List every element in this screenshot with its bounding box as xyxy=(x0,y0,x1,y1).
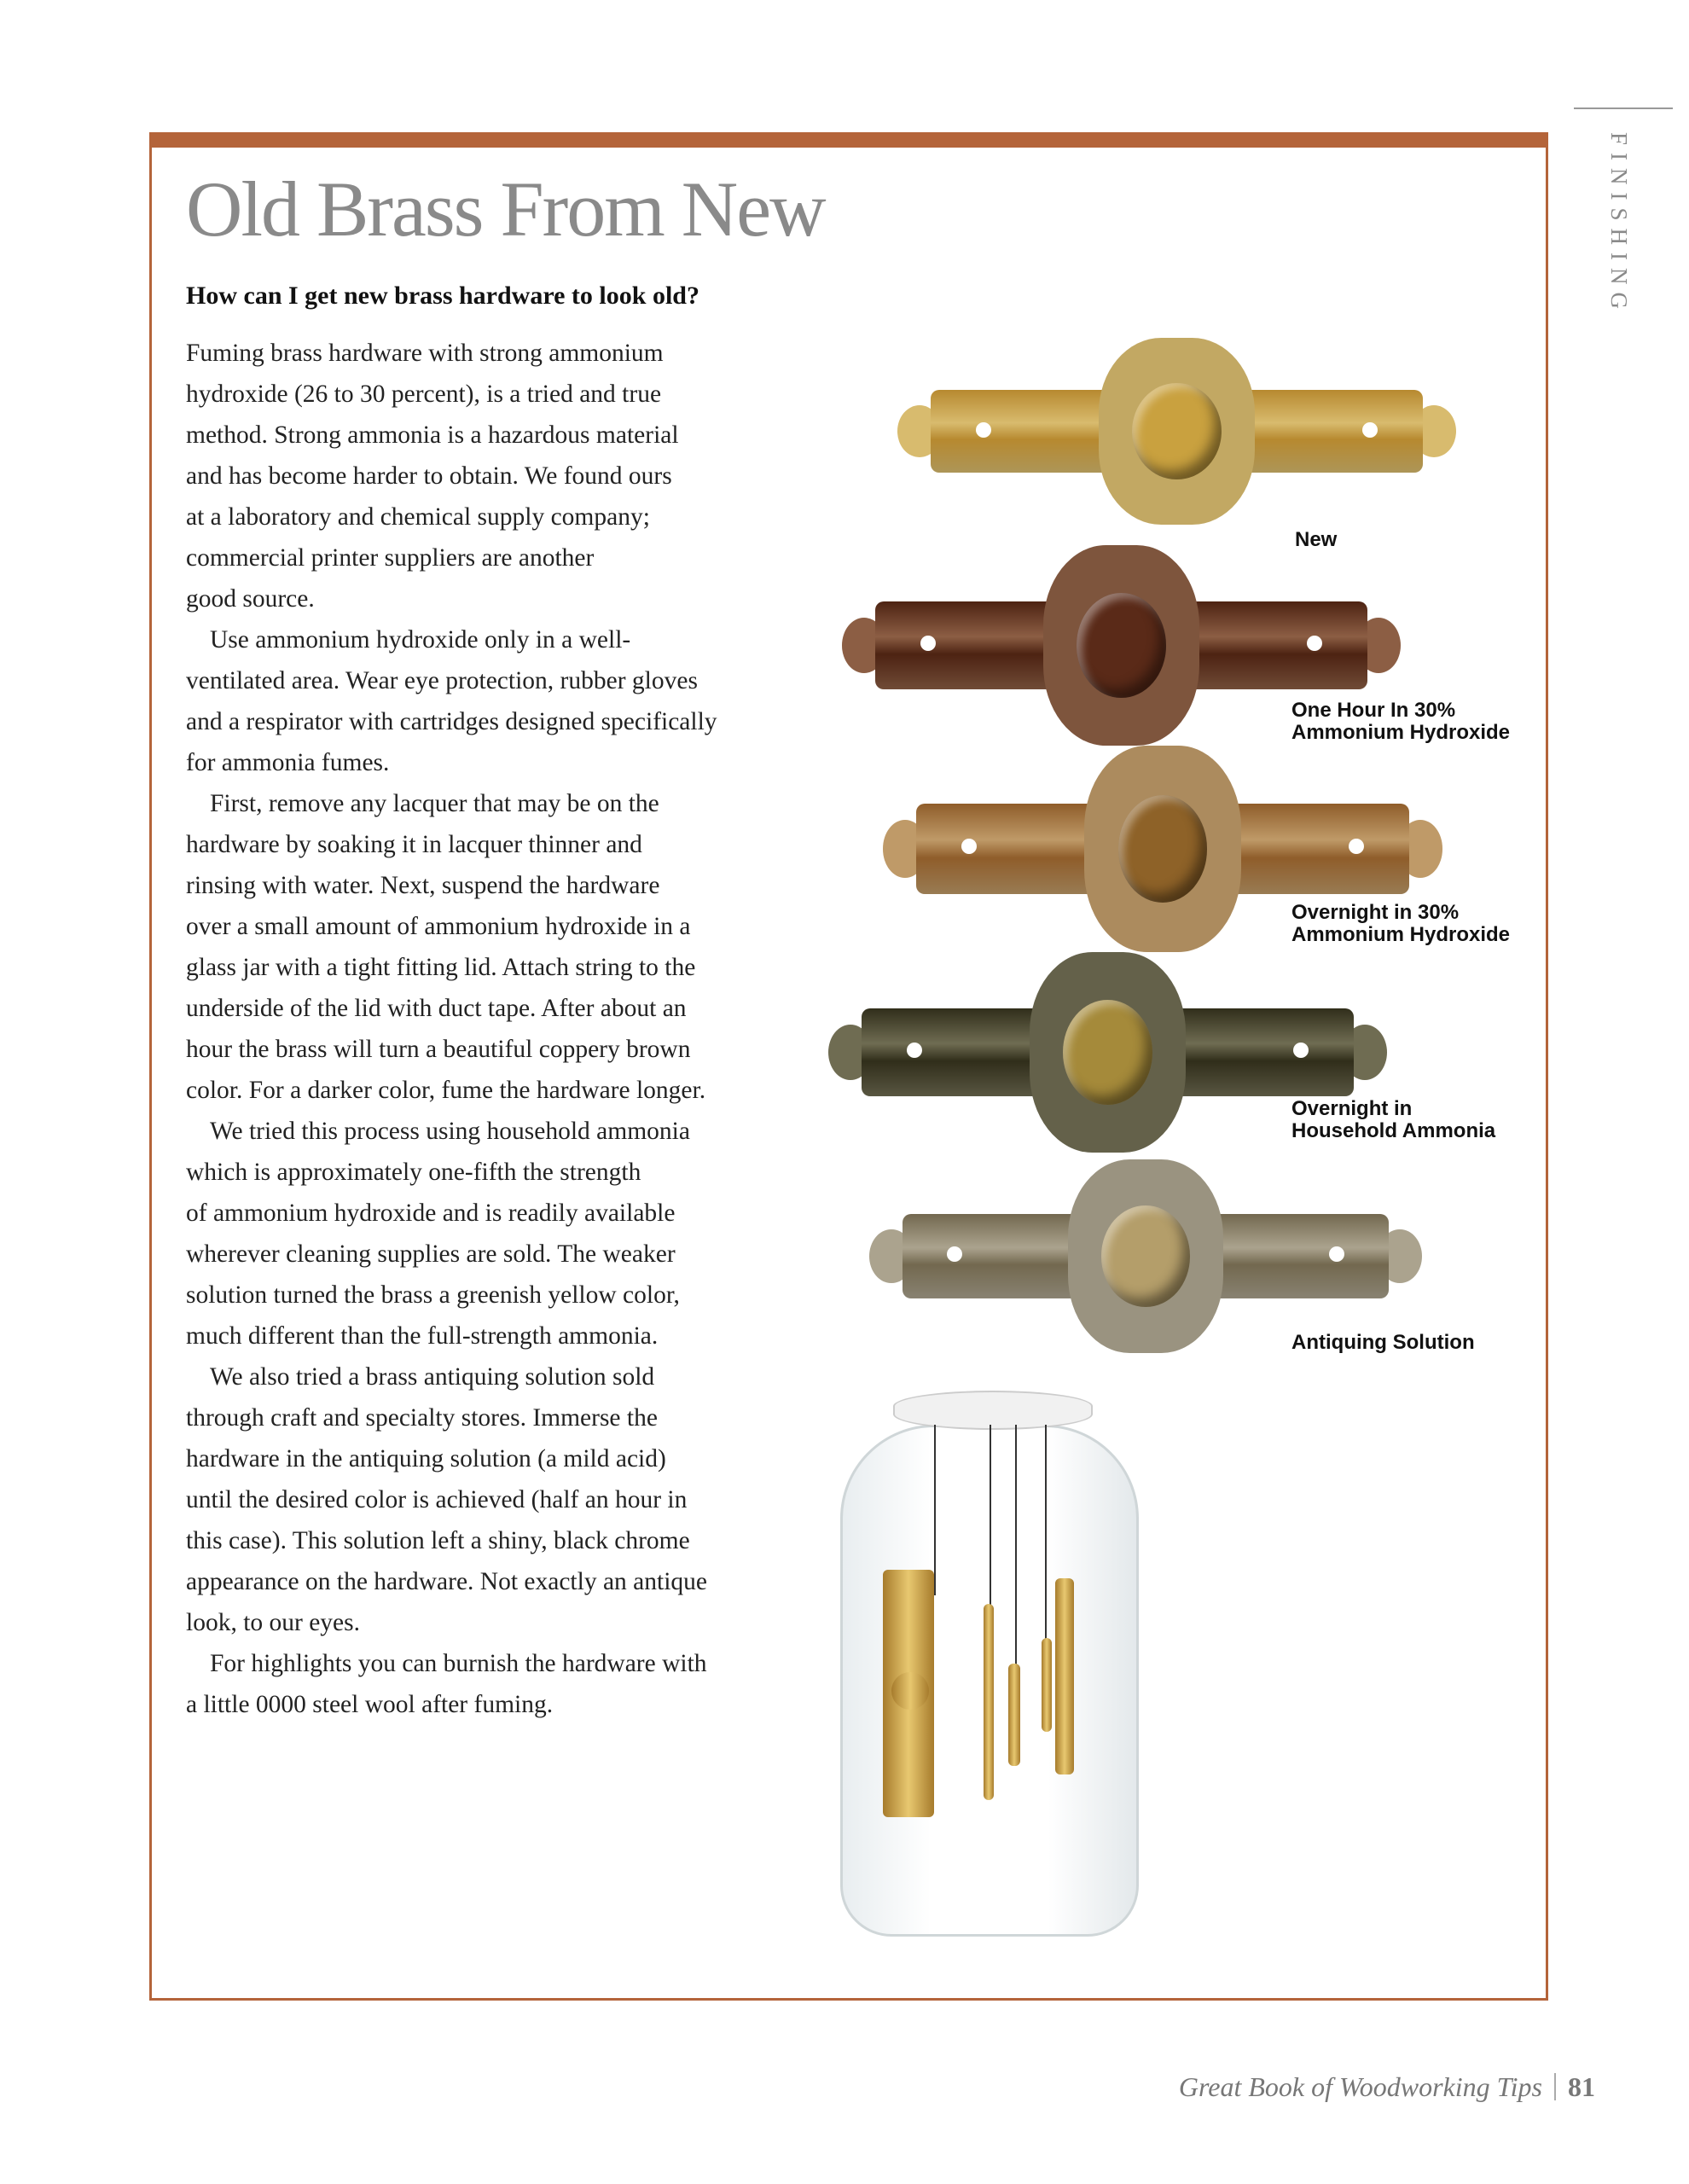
brass-key xyxy=(1008,1664,1020,1766)
text-line: at a laboratory and chemical supply company; xyxy=(186,503,650,531)
text-line: underside of the lid with duct tape. After about an xyxy=(186,995,687,1022)
screw-hole xyxy=(907,1043,922,1058)
paragraph xyxy=(186,619,800,783)
string xyxy=(1015,1425,1017,1672)
paragraph xyxy=(186,1643,800,1725)
text-line: a little 0000 steel wool after fuming. xyxy=(186,1691,554,1718)
screw-hole xyxy=(1307,636,1322,651)
text-line: Fuming brass hardware with strong ammonium xyxy=(186,340,664,367)
brass-knob xyxy=(891,1672,929,1710)
caption-line: Household Ammonia xyxy=(1291,1119,1496,1142)
section-label: FINISHING xyxy=(1606,132,1632,317)
paragraph xyxy=(186,783,800,1111)
caption-line: Ammonium Hydroxide xyxy=(1291,923,1511,946)
text-line: color. For a darker color, fume the hardware longer. xyxy=(186,1077,706,1104)
text-line: commercial printer suppliers are another xyxy=(186,544,595,572)
sample-caption xyxy=(1291,1098,1495,1142)
article-body xyxy=(186,333,800,1725)
text-line: wherever cleaning supplies are sold. The weaker xyxy=(186,1240,676,1268)
caption-line: Overnight in 30% xyxy=(1291,901,1460,924)
screw-hole xyxy=(920,636,936,651)
text-line: through craft and specialty stores. Immerse the xyxy=(186,1404,658,1432)
text-line: until the desired color is achieved (half an hour in xyxy=(186,1486,688,1513)
knob xyxy=(1101,1205,1190,1306)
brass-key xyxy=(1042,1638,1052,1732)
string xyxy=(934,1425,936,1595)
text-line: We tried this process using household ammonia xyxy=(210,1118,690,1145)
hardware-plate xyxy=(869,1159,1422,1353)
sample-caption xyxy=(1295,529,1337,551)
string xyxy=(1045,1425,1047,1647)
paragraph xyxy=(186,333,800,619)
text-line: First, remove any lacquer that may be on the xyxy=(210,790,659,817)
text-line: solution turned the brass a greenish yellow color, xyxy=(186,1281,680,1309)
text-line: We also tried a brass antiquing solution sold xyxy=(210,1363,655,1391)
text-line: hydroxide (26 to 30 percent), is a tried and true xyxy=(186,380,662,408)
knob xyxy=(1063,1000,1152,1104)
screw-hole xyxy=(961,839,977,854)
text-line: appearance on the hardware. Not exactly an antique xyxy=(186,1568,708,1595)
caption-line: Ammonium Hydroxide xyxy=(1291,721,1511,744)
paragraph xyxy=(186,1111,800,1356)
text-line: hardware in the antiquing solution (a mild acid) xyxy=(186,1445,666,1472)
string xyxy=(990,1425,991,1612)
text-line: for ammonia fumes. xyxy=(186,749,390,776)
text-line: glass jar with a tight fitting lid. Attach string to the xyxy=(186,954,696,981)
brass-strip xyxy=(1055,1578,1074,1774)
text-line: ventilated area. Wear eye protection, rubber gloves xyxy=(186,667,698,694)
book-title: Great Book of Woodworking Tips xyxy=(1178,2071,1542,2102)
knob xyxy=(1077,593,1166,697)
screw-hole xyxy=(1293,1043,1309,1058)
text-line: method. Strong ammonia is a hazardous material xyxy=(186,421,679,449)
text-line: rinsing with water. Next, suspend the hardware xyxy=(186,872,660,899)
sample-caption xyxy=(1291,1332,1475,1354)
text-line: this case). This solution left a shiny, black chrome xyxy=(186,1527,690,1554)
hardware-plate xyxy=(897,338,1456,525)
text-line: For highlights you can burnish the hardware with xyxy=(210,1650,707,1677)
caption-line: New xyxy=(1295,528,1338,551)
brass-rod xyxy=(984,1604,994,1800)
sample-caption xyxy=(1291,700,1510,744)
sample-caption xyxy=(1291,902,1510,946)
glass-jar-photo xyxy=(832,1391,1147,1945)
page-title: Old Brass From New xyxy=(186,166,825,253)
question-heading: How can I get new brass hardware to look old? xyxy=(186,282,699,310)
text-line: hardware by soaking it in lacquer thinner and xyxy=(186,831,642,858)
paragraph xyxy=(186,1356,800,1643)
text-line: hour the brass will turn a beautiful coppery brown xyxy=(186,1036,691,1063)
page-number: 81 xyxy=(1568,2071,1595,2102)
jar-lid xyxy=(893,1391,1093,1430)
caption-line: Overnight in xyxy=(1291,1097,1413,1120)
text-line: over a small amount of ammonium hydroxide in a xyxy=(186,913,691,940)
text-line: Use ammonium hydroxide only in a well- xyxy=(210,626,631,653)
caption-line: Antiquing Solution xyxy=(1291,1331,1475,1354)
text-line: which is approximately one-fifth the strength xyxy=(186,1159,641,1186)
text-line: and a respirator with cartridges designed specifically xyxy=(186,708,717,735)
section-rule xyxy=(1574,107,1673,109)
screw-hole xyxy=(1362,422,1378,438)
screw-hole xyxy=(1349,839,1364,854)
text-line: and has become harder to obtain. We found ours xyxy=(186,462,672,490)
screw-hole xyxy=(947,1246,962,1262)
page-footer xyxy=(1179,2071,1595,2103)
text-line: look, to our eyes. xyxy=(186,1609,361,1636)
screw-hole xyxy=(976,422,991,438)
caption-line: One Hour In 30% xyxy=(1291,699,1456,722)
knob xyxy=(1118,795,1208,903)
text-line: of ammonium hydroxide and is readily available xyxy=(186,1199,676,1227)
knob xyxy=(1132,383,1222,480)
text-line: much different than the full-strength ammonia. xyxy=(186,1322,659,1350)
text-line: good source. xyxy=(186,585,315,613)
footer-divider xyxy=(1554,2073,1556,2100)
